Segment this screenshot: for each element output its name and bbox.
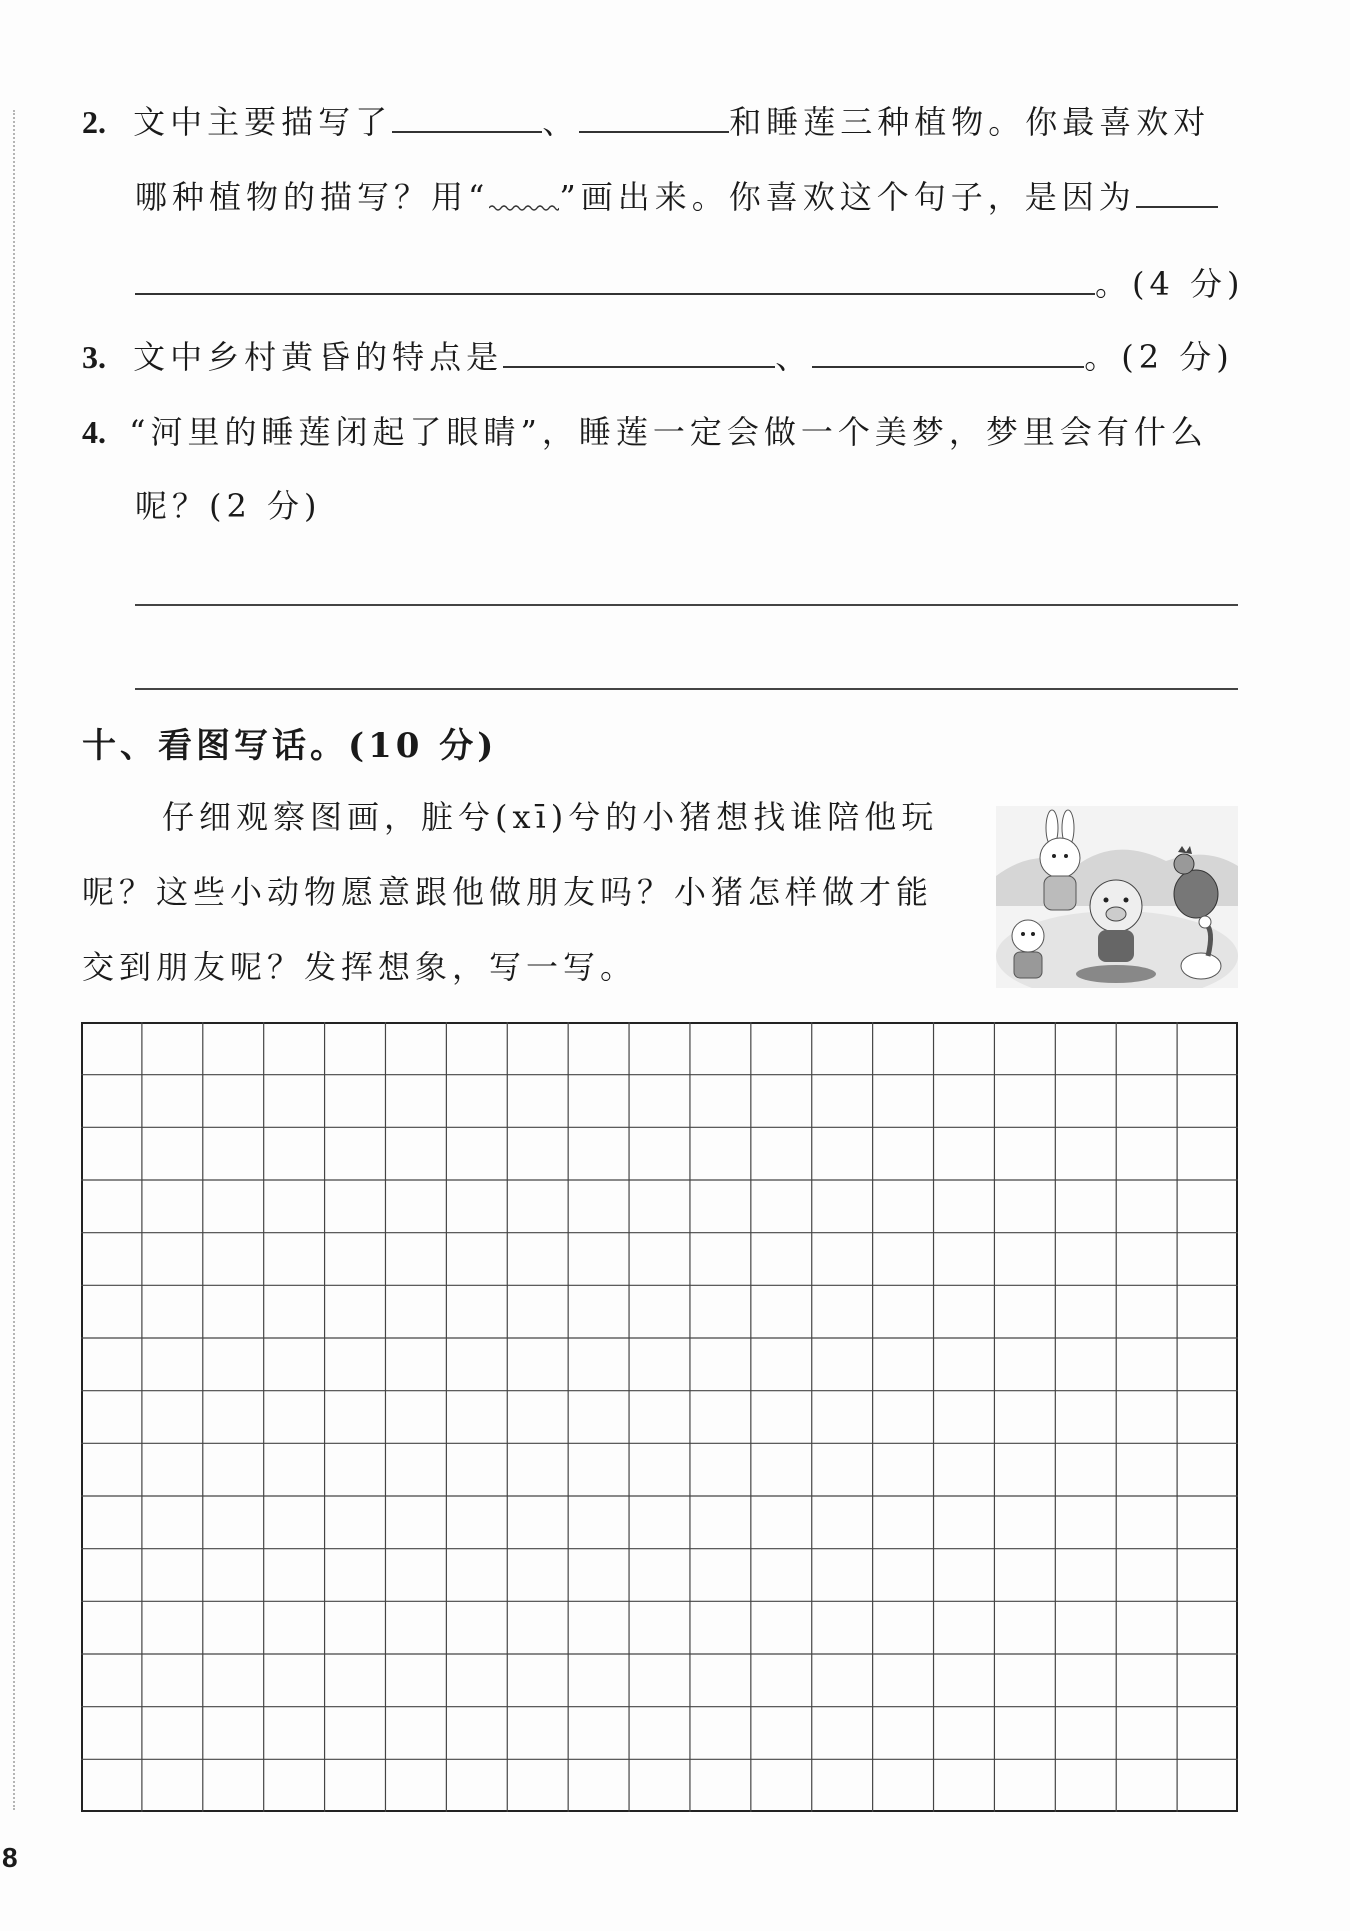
q2-blank-2[interactable] <box>579 101 729 133</box>
q2-blank-4[interactable] <box>135 263 1095 295</box>
q2-text-c: 哪种植物的描写？用“ <box>135 178 490 216</box>
wavy-underline-icon <box>489 178 559 208</box>
binding-dotted-line <box>13 110 15 1810</box>
q4-line1 <box>82 410 1208 454</box>
q4-answer-line-2[interactable] <box>135 688 1238 690</box>
q3-line <box>82 335 1234 379</box>
q2-blank-1[interactable] <box>392 101 542 133</box>
q3-blank-1[interactable] <box>503 336 775 368</box>
q4-text: “河里的睡莲闭起了眼睛”，睡莲一定会做一个美梦，梦里会有什么 <box>129 413 1208 451</box>
q2-text-a: 文中主要描写了 <box>133 103 393 141</box>
q4-number: 4. <box>82 414 106 450</box>
q3-text: 文中乡村黄昏的特点是 <box>133 338 504 376</box>
q2-number: 2. <box>82 104 106 140</box>
q2-line3 <box>135 262 1245 306</box>
animals-illustration <box>996 806 1238 988</box>
q3-number: 3. <box>82 339 106 375</box>
q3-blank-2[interactable] <box>812 336 1084 368</box>
q4-answer-line-1[interactable] <box>135 604 1238 606</box>
section-10-prompt-1: 仔细观察图画，脏兮(xī)兮的小猪想找谁陪他玩 <box>162 798 939 836</box>
q2-line1 <box>82 100 1210 144</box>
q4-score: 呢？(2 分) <box>135 487 322 525</box>
section-10-title: 十、看图写话。(10 分) <box>82 726 498 766</box>
section-10-prompt-2: 呢？这些小动物愿意跟他做朋友吗？小猪怎样做才能 <box>82 873 934 911</box>
grid-border <box>82 1023 1237 1811</box>
q2-blank-3[interactable] <box>1136 176 1218 208</box>
q2-sep: 、 <box>542 103 580 141</box>
writing-grid[interactable] <box>81 1022 1238 1812</box>
page-number: 8 <box>2 1842 18 1873</box>
section-10-prompt-3: 交到朋友呢？发挥想象，写一写。 <box>82 948 638 986</box>
q2-text-b: 和睡莲三种植物。你最喜欢对 <box>729 103 1211 141</box>
q2-text-d: ”画出来。你喜欢这个句子，是因为 <box>559 178 1136 216</box>
q2-score: 。(4 分) <box>1095 265 1245 303</box>
q3-sep: 、 <box>775 338 813 376</box>
q3-score: 。(2 分) <box>1084 338 1234 376</box>
q2-line2 <box>135 175 1218 219</box>
q4-line2 <box>135 484 322 528</box>
